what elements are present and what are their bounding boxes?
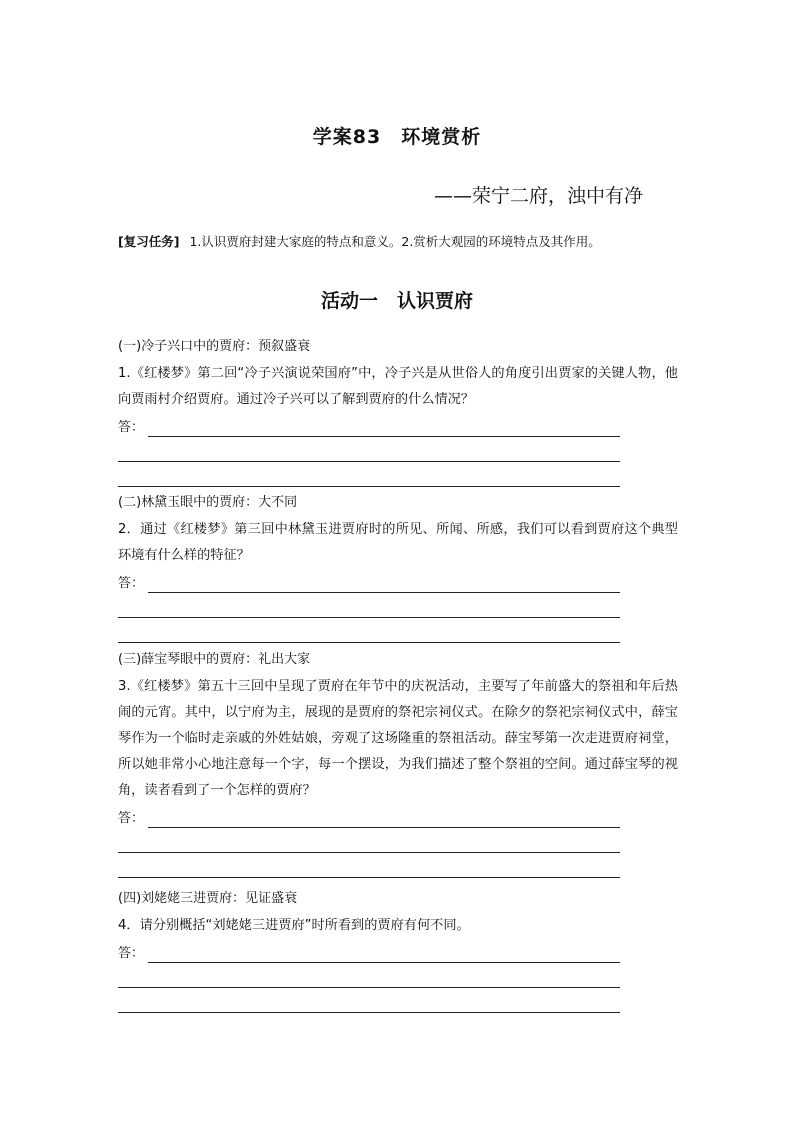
answer-label: 答：	[118, 420, 145, 435]
answer-underline	[118, 877, 620, 878]
section-3	[118, 650, 678, 880]
answer-underline	[118, 617, 620, 618]
question-text: 4．请分别概括“刘姥姥三进贾府”时所看到的贾府有何不同。	[118, 918, 470, 933]
section-4	[118, 889, 678, 1015]
section-1	[118, 337, 678, 489]
answer-line[interactable]	[118, 569, 678, 595]
answer-blank-line[interactable]	[118, 990, 678, 1015]
section-heading: (四)刘姥姥三进贾府：见证盛衰	[118, 891, 298, 906]
question-text: 3.《红楼梦》第五十三回中呈现了贾府在年节中的庆祝活动，主要写了年前盛大的祭祖和年后热闹的元宵。其中，以宁府为主，展现的是贾府的祭祀宗祠仪式。在除夕的祭祀宗祠仪式中，薛宝琴作为一个临时走亲戚的外姓姑娘，旁观了这场隆重的祭祖活动。薛宝琴第一次走进贾府祠堂，所以她非常小心地注意每一个字，每一个摆设，为我们描述了整个祭祖的空间。通过薛宝琴的视角，读者看到了一个怎样的贾府？	[118, 679, 678, 798]
answer-blank-line[interactable]	[118, 439, 678, 464]
page-title: 学案83 环境赏析	[312, 126, 482, 148]
answer-line[interactable]	[118, 804, 678, 830]
answer-blank-line[interactable]	[118, 595, 678, 620]
section-heading: (三)薛宝琴眼中的贾府：礼出大家	[118, 652, 311, 667]
answer-underline	[148, 436, 620, 437]
section-2	[118, 493, 678, 645]
page-subtitle: ——荣宁二府，浊中有净	[434, 185, 644, 207]
answer-label: 答：	[118, 946, 145, 961]
answer-blank-line[interactable]	[118, 830, 678, 855]
question-text: 2．通过《红楼梦》第三回中林黛玉进贾府时的所见、所闻、所感，我们可以看到贾府这个典型环境有什么样的特征？	[118, 522, 678, 563]
answer-underline	[118, 852, 620, 853]
answer-underline	[148, 592, 620, 593]
answer-line[interactable]	[118, 413, 678, 439]
answer-underline	[118, 1012, 620, 1013]
activity-title: 活动一 认识贾府	[320, 290, 473, 312]
answer-underline	[148, 962, 620, 963]
section-heading: (二)林黛玉眼中的贾府：大不同	[118, 495, 298, 510]
review-task	[118, 232, 601, 250]
answer-blank-line[interactable]	[118, 855, 678, 880]
answer-blank-line[interactable]	[118, 620, 678, 645]
answer-blank-line[interactable]	[118, 965, 678, 990]
answer-underline	[118, 461, 620, 462]
section-heading: (一)冷子兴口中的贾府：预叙盛衰	[118, 339, 311, 354]
answer-underline	[118, 486, 620, 487]
review-task-text: 1.认识贾府封建大家庭的特点和意义。2.赏析大观园的环境特点及其作用。	[189, 234, 601, 249]
answer-underline	[148, 827, 620, 828]
review-task-tag: [复习任务]	[118, 234, 180, 249]
answer-label: 答：	[118, 576, 145, 591]
answer-underline	[118, 987, 620, 988]
answer-underline	[118, 642, 620, 643]
answer-line[interactable]	[118, 939, 678, 965]
answer-label: 答：	[118, 811, 145, 826]
question-text: 1.《红楼梦》第二回“冷子兴演说荣国府”中，冷子兴是从世俗人的角度引出贾家的关键人物，他向贾雨村介绍贾府。通过冷子兴可以了解到贾府的什么情况？	[118, 366, 678, 407]
answer-blank-line[interactable]	[118, 464, 678, 489]
